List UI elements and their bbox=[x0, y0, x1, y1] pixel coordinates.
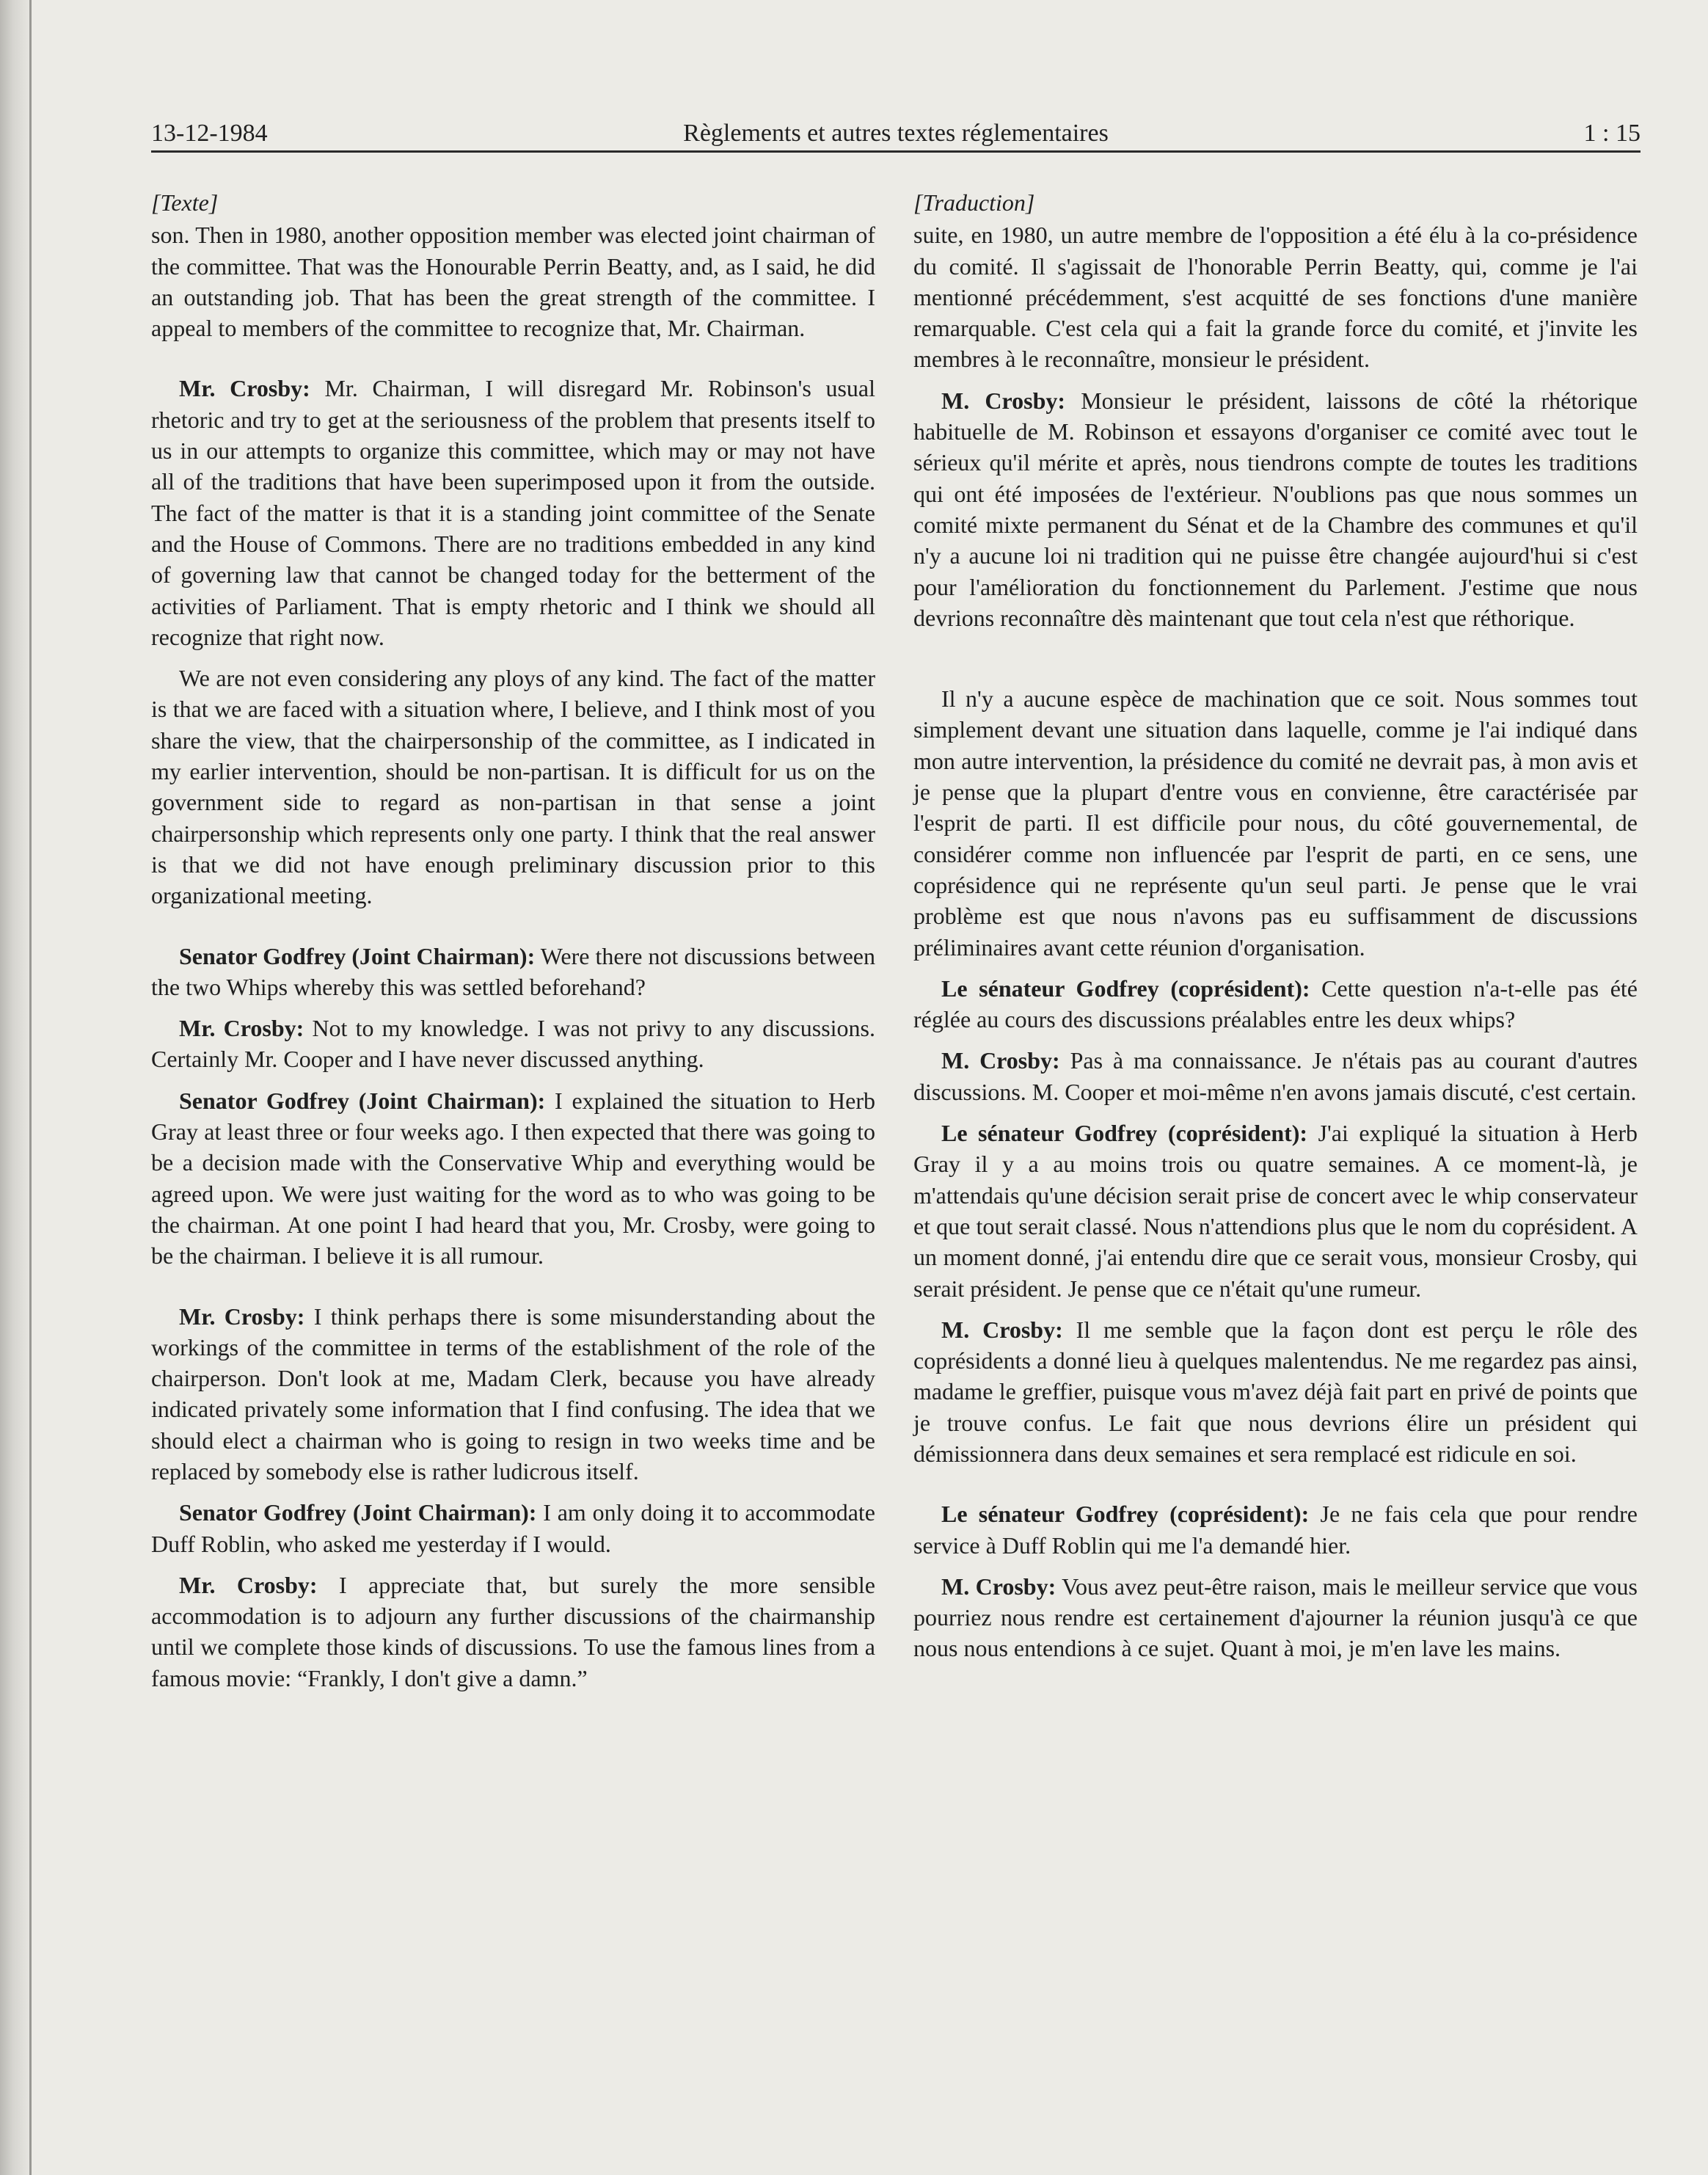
paragraph-text: Monsieur le président, laissons de côté la rhétorique habituelle de M. Robinson et essayons d'organiser ce comité avec tout le sérieux qu'il mérite et après, nous tiendrons compte de toutes les traditions qui ont été imposées de l'extérieur. N'oublions pas que nous sommes un comité mixte permanent du Sénat et de la Chambre des communes et qu'il n'y a aucune loi ni tradition qui ne puisse être changée aujourd'hui si c'est pour l'amélioration du fonctionnement du Parlement. J'estime que nous devrions reconnaître dès maintenant que tout cela n'est que réthorique. bbox=[913, 387, 1638, 631]
paragraph-text: I appreciate that, but surely the more sensible accommodation is to adjourn any further discussions of the chairmanship until we complete those kinds of discussions. To use the famous lines from a famous movie: “Frankly, I don't give a damn.” bbox=[151, 1571, 876, 1691]
paragraph-text: J'ai expliqué la situation à Herb Gray il y a au moins trois ou quatre semaines. A ce moment-là, je m'attendais qu'une décision serait prise de concert avec le whip conservateur et que tout serait classé. Nous n'attendions plus que le nom du coprésident. A un moment donné, j'ai entendu dire que ce serait vous, monsieur Crosby, qui serait président. Je pense que ce n'était qu'une rumeur. bbox=[913, 1120, 1638, 1302]
header-rule bbox=[151, 150, 1641, 153]
binding-shadow bbox=[0, 0, 29, 2175]
paragraph bbox=[913, 1045, 1638, 1107]
speaker-name: Mr. Crosby: bbox=[179, 375, 310, 402]
speaker-name: Le sénateur Godfrey (coprésident): bbox=[941, 1501, 1310, 1528]
speaker-name: Mr. Crosby: bbox=[179, 1571, 318, 1598]
paragraph-text: Cette question n'a-t-elle pas été réglée au cours des discussions préalables entre les deux whips? bbox=[913, 974, 1638, 1033]
speaker-name: Mr. Crosby: bbox=[179, 1015, 304, 1042]
speaker-name: Mr. Crosby: bbox=[179, 1303, 305, 1330]
paragraph bbox=[913, 385, 1638, 633]
page-header bbox=[151, 116, 1641, 151]
paragraph bbox=[151, 373, 875, 652]
paragraph-text: suite, en 1980, un autre membre de l'opposition a été élu à la co-présidence du comité. Il s'agissait de l'honorable Perrin Beatty, qui, comme je l'ai mentionné précédemment, s'est acquitté de ses fonctions d'une manière remarquable. C'est cela qui a fait la grande force du comité, et j'invite les membres à le reconnaître, monsieur le président. bbox=[913, 222, 1638, 373]
header-title: Règlements et autres textes réglementaires bbox=[683, 120, 1109, 147]
paragraph-text: Il n'y a aucune espèce de machination que ce soit. Nous sommes tout simplement devant une situation dans laquelle, comme je l'ai indiqué dans mon autre intervention, la présidence du comité ne devrait pas, à mon avis et je pense que la plupart d'entre vous en convienne, être caractérisée par l'esprit de parti. Il est difficile pour nous, du côté gouvernemental, de considérer comme non influencée par l'esprit de parti, en ce sens, une coprésidence qui ne représente qu'un seul parti. Je pense que le vrai problème est que nous n'avons pas eu suffisamment de discussions préliminaires avant cette réunion d'organisation. bbox=[913, 685, 1638, 961]
speaker-name: Le sénateur Godfrey (coprésident): bbox=[941, 1120, 1308, 1147]
binding-edge bbox=[29, 0, 32, 2175]
paragraph bbox=[151, 1497, 875, 1559]
paragraph-text: We are not even considering any ploys of any kind. The fact of the matter is that we are faced with a situation where, I believe, and I think most of you share the view, that the chairpersonship of the committee, as I indicated in my earlier intervention, should be non-partisan. It is difficult for us on the government side to regard as non-partisan in that sense a joint chairpersonship which represents only one party. I think that the real answer is that we did not have enough preliminary discussion prior to this organizational meeting. bbox=[151, 665, 875, 909]
speaker-name: Senator Godfrey (Joint Chairman): bbox=[179, 1087, 546, 1114]
paragraph-text: Il me semble que la façon dont est perçu le rôle des coprésidents a donné lieu à quelques malentendus. Ne me regardez pas ainsi, madame le greffier, puisque vous m'avez déjà fait part en privé de points que je trouve confus. Le fait que nous devrions élire un président qui démissionnera dans deux semaines et sera remplacé est ridicule en soi. bbox=[913, 1316, 1638, 1467]
paragraph bbox=[151, 1301, 875, 1487]
paragraph bbox=[913, 219, 1638, 374]
paragraph bbox=[913, 973, 1638, 1035]
header-page-number: 1 : 15 bbox=[1583, 120, 1641, 147]
paragraph bbox=[913, 1314, 1638, 1469]
paragraph bbox=[151, 1013, 875, 1075]
paragraph bbox=[151, 663, 875, 911]
paragraph bbox=[913, 683, 1638, 963]
paragraph bbox=[151, 1570, 875, 1694]
paragraph-text: Je ne fais cela que pour rendre service à Duff Roblin qui me l'a demandé hier. bbox=[913, 1501, 1638, 1559]
english-column bbox=[151, 187, 875, 1704]
speaker-name: Le sénateur Godfrey (coprésident): bbox=[941, 974, 1310, 1002]
paragraph bbox=[913, 1498, 1638, 1561]
paragraph bbox=[913, 1571, 1638, 1664]
paragraph-text: Vous avez peut-être raison, mais le meilleur service que vous pourriez nous rendre est certainement d'ajourner la réunion jusqu'à ce que nous nous entendions à ce sujet. Quant à moi, je m'en lave les mains. bbox=[913, 1573, 1638, 1662]
paragraph bbox=[151, 219, 875, 343]
speaker-name: Senator Godfrey (Joint Chairman): bbox=[179, 1499, 537, 1526]
paragraph bbox=[151, 941, 875, 1003]
speaker-name: M. Crosby: bbox=[941, 1047, 1060, 1074]
paragraph-text: Pas à ma connaissance. Je n'étais pas au courant d'autres discussions. M. Cooper et moi-même n'en avons jamais discuté, c'est certain. bbox=[913, 1047, 1638, 1105]
paragraph bbox=[913, 1118, 1638, 1304]
speaker-name: Senator Godfrey (Joint Chairman): bbox=[179, 942, 536, 969]
french-column bbox=[913, 187, 1638, 1675]
paragraph-text: I explained the situation to Herb Gray at least three or four weeks ago. I then expected that there was going to be a decision made with the Conservative Whip and everything would be agreed upon. We were just waiting for the word as to who was going to be the chairman. At one point I had heard that you, Mr. Crosby, were going to be the chairman. I believe it is all rumour. bbox=[151, 1087, 876, 1269]
paragraph-text: Were there not discussions between the two Whips whereby this was settled beforehand? bbox=[151, 942, 876, 1000]
paragraph-text: Not to my knowledge. I was not privy to any discussions. Certainly Mr. Cooper and I have never discussed anything. bbox=[151, 1015, 876, 1073]
column-label: [Traduction] bbox=[913, 189, 1035, 216]
paragraph-text: I think perhaps there is some misunderstanding about the workings of the committee in terms of the establishment of the role of the chairperson. Don't look at me, Madam Clerk, because you have already indicated privately some information that I find confusing. The idea that we should elect a chairman who is going to resign in two weeks time and be replaced by somebody else is rather ludicrous itself. bbox=[151, 1303, 876, 1484]
paragraph-text: I am only doing it to accommodate Duff Roblin, who asked me yesterday if I would. bbox=[151, 1499, 876, 1557]
paragraph-text: Mr. Chairman, I will disregard Mr. Robinson's usual rhetoric and try to get at the seriousness of the problem that presents itself to us in our attempts to organize this committee, which may or may not have all of the traditions that have been superimposed upon it from the outside. The fact of the matter is that it is a standing joint committee of the Senate and the House of Commons. There are no traditions embedded in any kind of governing law that cannot be changed today for the betterment of the activities of Parliament. That is empty rhetoric and I think we should all recognize that right now. bbox=[151, 375, 876, 650]
header-date: 13-12-1984 bbox=[151, 120, 268, 147]
speaker-name: M. Crosby: bbox=[941, 1573, 1056, 1600]
speaker-name: M. Crosby: bbox=[941, 1316, 1063, 1343]
paragraph bbox=[151, 1085, 875, 1272]
speaker-name: M. Crosby: bbox=[941, 387, 1066, 414]
column-label: [Texte] bbox=[151, 189, 219, 216]
paragraph-text: son. Then in 1980, another opposition member was elected joint chairman of the committee. That was the Honourable Perrin Beatty, and, as I said, he did an outstanding job. That has been the great strength of the committee. I appeal to members of the committee to recognize that, Mr. Chairman. bbox=[151, 222, 875, 342]
